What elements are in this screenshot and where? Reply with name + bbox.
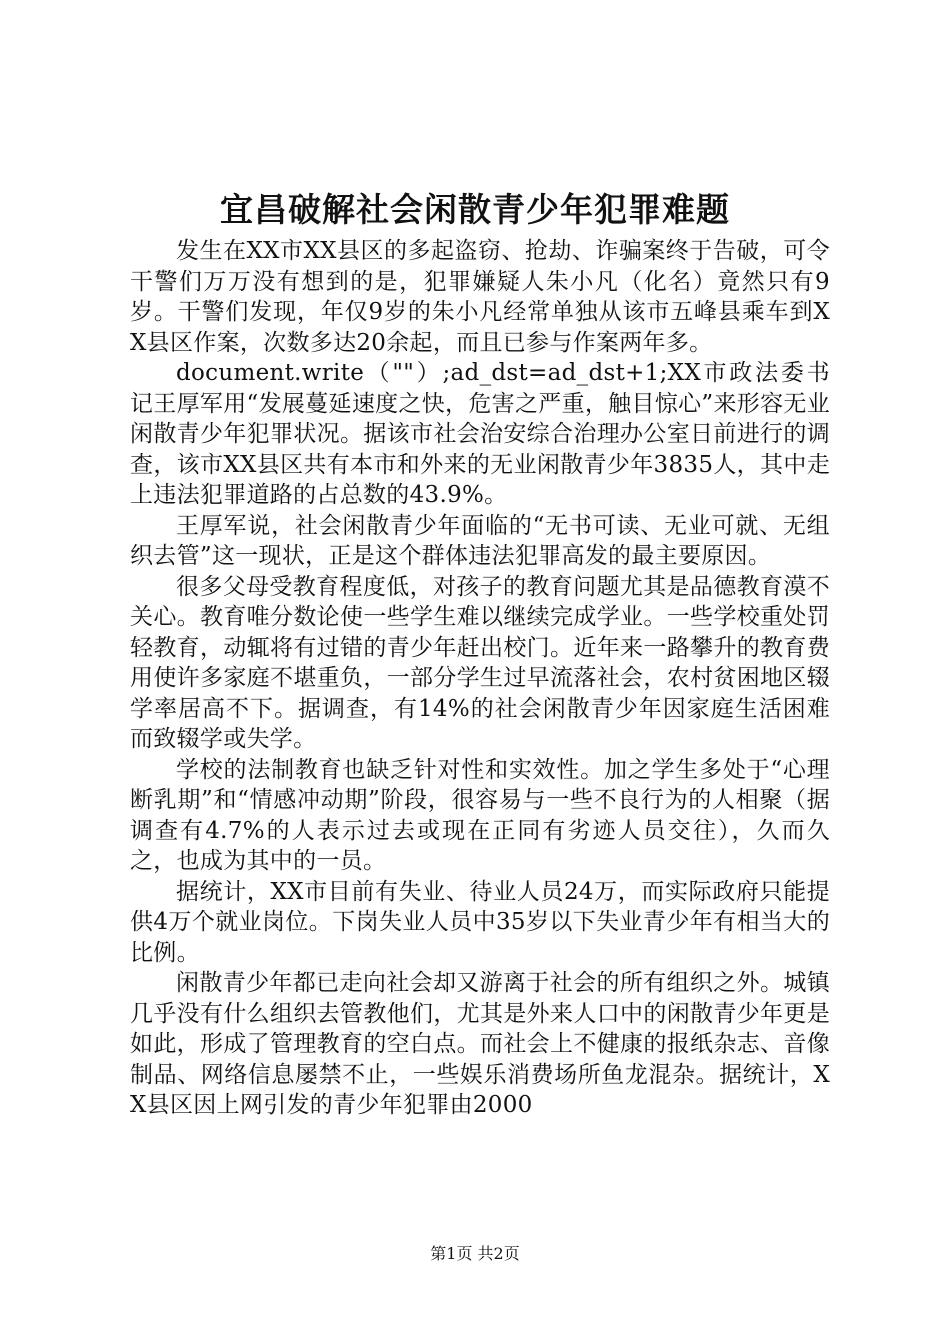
paragraph-7: 闲散青少年都已走向社会却又游离于社会的所有组织之外。城镇几乎没有什么组织去管教他们，尤其是外来人口中的闲散青少年更是如此，形成了管理教育的空白点。而社会上不健康的报纸杂志、音像制品、网络信息屡禁不止，一些娱乐消费场所鱼龙混杂。据统计，XX县区因上网引发的青少年犯罪由2000 <box>130 970 830 1118</box>
paragraph-5: 学校的法制教育也缺乏针对性和实效性。加之学生多处于“心理断乳期”和“情感冲动期”阶段，很容易与一些不良行为的人相聚（据调查有4.7%的人表示过去或现在正同有劣迹人员交往），久而久之，也成为其中的一员。 <box>130 756 830 874</box>
paragraph-6: 据统计，XX市目前有失业、待业人员24万，而实际政府只能提供4万个就业岗位。下岗失业人员中35岁以下失业青少年有相当大的比例。 <box>130 878 830 966</box>
page-number-footer: 第1页 共2页 <box>430 1244 520 1263</box>
document-body <box>130 236 830 1121</box>
paragraph-4: 很多父母受教育程度低，对孩子的教育问题尤其是品德教育漠不关心。教育唯分数论使一些学生难以继续完成学业。一些学校重处罚轻教育，动辄将有过错的青少年赶出校门。近年来一路攀升的教育费用使许多家庭不堪重负，一部分学生过早流落社会，农村贫困地区辍学率居高不下。据调查，有14%的社会闲散青少年因家庭生活困难而致辍学或失学。 <box>130 573 830 752</box>
paragraph-1: 发生在XX市XX县区的多起盗窃、抢劫、诈骗案终于告破，可令干警们万万没有想到的是，犯罪嫌疑人朱小凡（化名）竟然只有9岁。干警们发现，年仅9岁的朱小凡经常单独从该市五峰县乘车到XX县区作案，次数多达20余起，而且已参与作案两年多。 <box>130 238 830 356</box>
paragraph-3: 王厚军说，社会闲散青少年面临的“无书可读、无业可就、无组织去管”这一现状，正是这个群体违法犯罪高发的最主要原因。 <box>130 512 830 569</box>
document-title: 宜昌破解社会闲散青少年犯罪难题 <box>220 190 730 229</box>
paragraph-2: document.write（""）;ad_dst=ad_dst+1;XX市政法委书记王厚军用“发展蔓延速度之快，危害之严重，触目惊心”来形容无业闲散青少年犯罪状况。据该市社会治安综合治理办公室日前进行的调查，该市XX县区共有本市和外来的无业闲散青少年3835人，其中走上违法犯罪道路的占总数的43.9%。 <box>130 360 830 508</box>
